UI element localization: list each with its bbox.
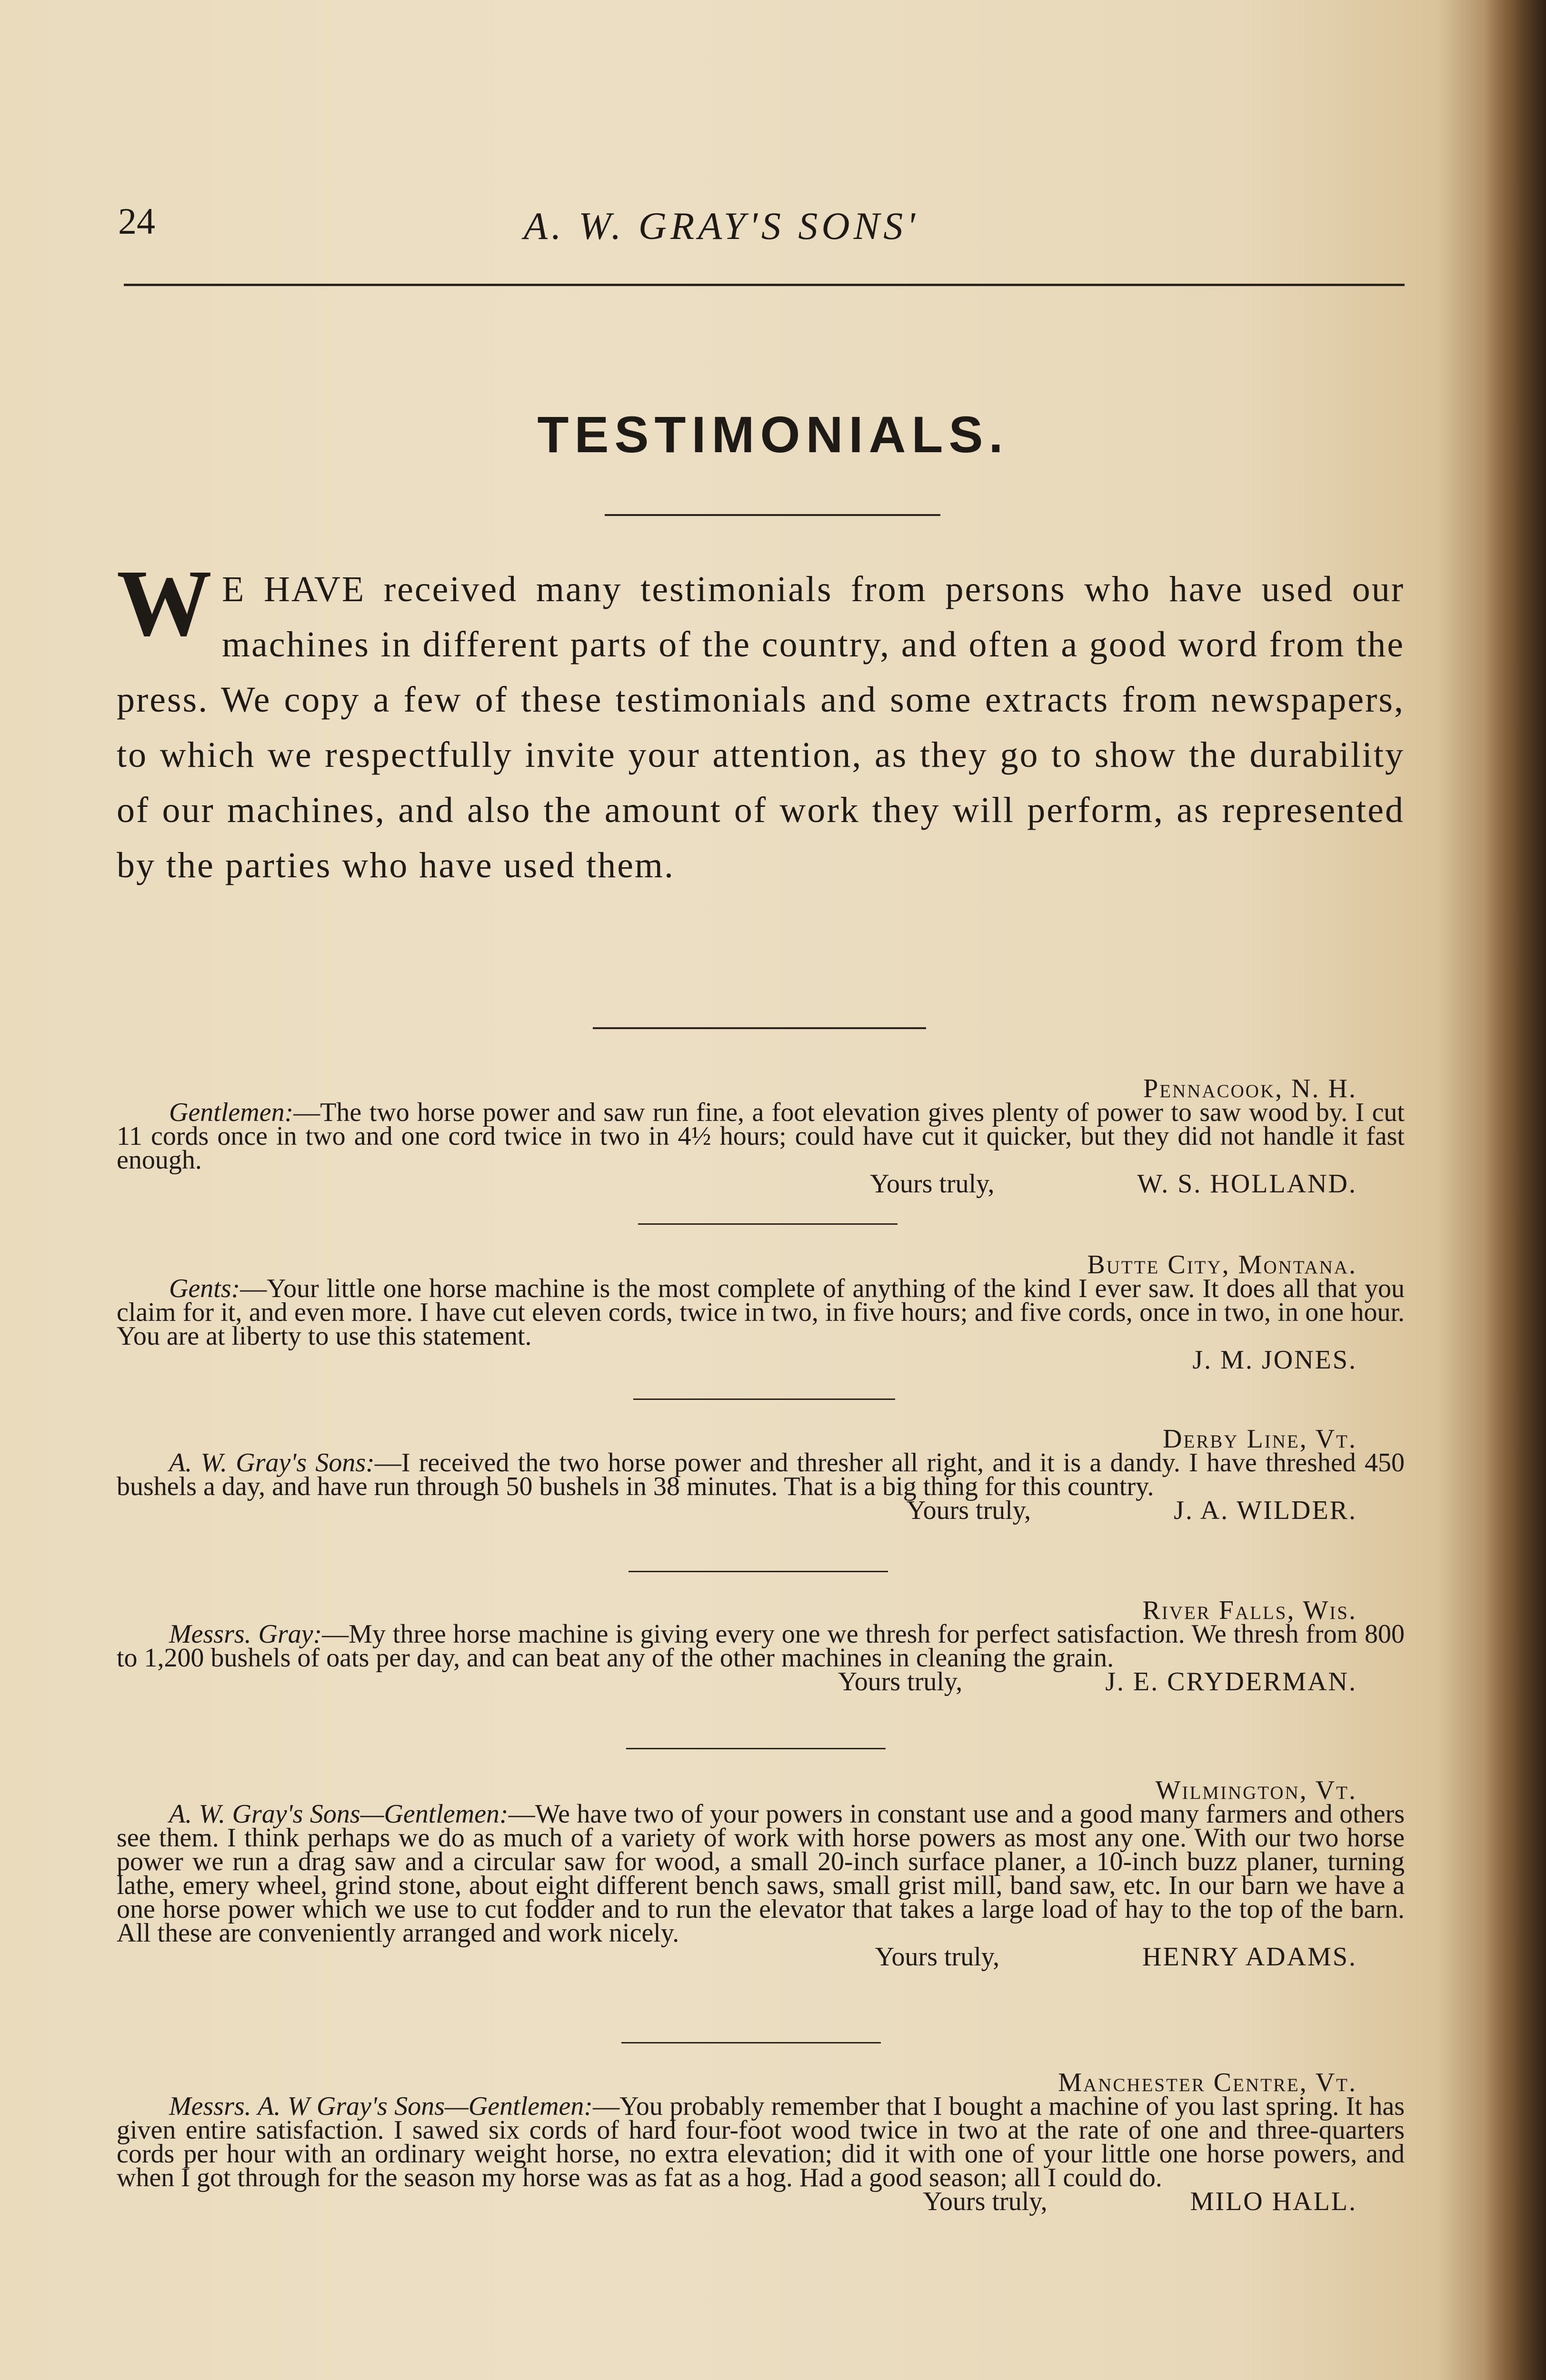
drop-cap: W	[117, 551, 213, 656]
testimonial-body	[117, 1098, 1405, 1175]
testimonial-closing-line	[117, 1169, 1405, 1199]
intro-text: E HAVE received many testimonials from persons who have used our machines in different parts of the country, and often a good word from the press. We copy a few of these testimonials and some extracts from newspapers, to which we respectfully invite your attention, as they go to show the durability of our machines, and also the amount of work they will perform, as represented by the parties who have used them.	[117, 569, 1405, 885]
testimonial-salutation: A. W. Gray's Sons:	[169, 1448, 375, 1478]
testimonial-text: —I received the two horse power and thresher all right, and it is a dandy. I have threshed 450 bushels a day, and have run through 50 bushels in 38 minutes. That is a big thing for this country.	[117, 1448, 1405, 1501]
testimonial-closing: Yours truly,	[906, 1496, 1031, 1525]
testimonial-salutation: Gentlemen:	[169, 1098, 294, 1127]
testimonial-text: —We have two of your powers in constant use and a good many farmers and others see them. I think perhaps we do as much of a variety of work with horse powers as most any one. With our two horse power we run a drag saw and a circular saw for wood, a small 20-inch surface planer, a 10-inch buzz planer, turning lathe, emery wheel, grind stone, about eight different bench saws, small grist mill, band saw, etc. In our barn we have a one horse power which we use to cut fodder and to run the elevator that takes a large load of hay to the top of the barn. All these are conveniently arranged and work nicely.	[117, 1799, 1405, 1948]
testimonial-5	[117, 1775, 1405, 1972]
header-rule	[124, 284, 1405, 286]
testimonial-closing-line	[117, 1345, 1405, 1375]
testimonial-text: —You probably remember that I bought a machine of you last spring. It has given entire satisfaction. I sawed six cords of hard four-foot wood twice in two at the rate of one and three-quarters cords per hour with an ordinary weight horse, no extra elevation; did it with one of your little one horse powers, and when I got through for the season my horse was as fat as a hog. Had a good season; all I could do.	[117, 2092, 1405, 2192]
separator-rule	[628, 1571, 888, 1572]
testimonial-text: —The two horse power and saw run fine, a foot elevation gives plenty of power to saw wood by. I cut 11 cords once in two and one cord twice in two in 4½ hours; could have cut it quicker, but they did not handle it fast enough.	[117, 1098, 1405, 1175]
separator-rule	[633, 1398, 895, 1400]
separator-rule	[626, 1748, 886, 1749]
testimonial-salutation: A. W. Gray's Sons—Gentlemen:	[169, 1799, 509, 1829]
book-spine-shadow	[1484, 0, 1546, 2380]
page-title: TESTIMONIALS.	[537, 406, 1009, 463]
testimonial-closing-line	[117, 1496, 1405, 1525]
section-rule	[593, 1027, 926, 1029]
running-title: A. W. GRAY'S SONS'	[524, 204, 919, 248]
testimonial-place: Wilmington, Vt.	[1155, 1775, 1357, 1805]
testimonial-signature: J. E. CRYDERMAN.	[1105, 1667, 1357, 1696]
testimonial-body	[117, 2094, 1405, 2190]
testimonial-closing: Yours truly,	[870, 1169, 995, 1199]
testimonial-closing: Yours truly,	[838, 1667, 963, 1696]
testimonial-place: Butte City, Montana.	[1087, 1250, 1357, 1279]
testimonial-text: —My three horse machine is giving every one we thresh for perfect satisfaction. We thresh from 800 to 1,200 bushels of oats per day, and can beat any of the other machines in cleaning the grain.	[117, 1619, 1405, 1673]
testimonial-closing-line	[117, 2187, 1405, 2216]
title-rule	[605, 514, 940, 516]
testimonial-2	[117, 1250, 1405, 1375]
testimonial-body	[117, 1799, 1405, 1948]
testimonial-place: Manchester Centre, Vt.	[1058, 2068, 1357, 2097]
testimonial-text: —Your little one horse machine is the most complete of anything of the kind I ever saw. It does all that you claim for it, and even more. I have cut eleven cords, twice in two, in five hours; and five cords, once in two, in one hour. You are at liberty to use this statement.	[117, 1274, 1405, 1351]
testimonial-closing-line	[117, 1942, 1405, 1972]
testimonial-4	[117, 1598, 1405, 1694]
testimonial-place: River Falls, Wis.	[1142, 1596, 1357, 1625]
testimonial-body	[117, 1448, 1405, 1501]
testimonial-closing: Yours truly,	[923, 2187, 1047, 2216]
testimonial-place: Pennacook, N. H.	[1143, 1074, 1357, 1103]
testimonial-signature: HENRY ADAMS.	[1142, 1942, 1357, 1972]
testimonial-6	[117, 2068, 1405, 2216]
testimonial-body	[117, 1274, 1405, 1351]
testimonial-closing-line	[117, 1667, 1405, 1696]
separator-rule	[638, 1223, 898, 1225]
testimonial-place: Derby Line, Vt.	[1163, 1424, 1357, 1454]
testimonial-signature: MILO HALL.	[1190, 2187, 1357, 2216]
testimonial-3	[117, 1424, 1405, 1525]
testimonial-signature: W. S. HOLLAND.	[1137, 1169, 1357, 1199]
testimonial-signature: J. M. JONES.	[1192, 1345, 1357, 1375]
testimonial-salutation: Messrs. Gray:	[169, 1619, 322, 1649]
testimonial-signature: J. A. WILDER.	[1174, 1496, 1357, 1525]
intro-paragraph	[117, 551, 1405, 893]
testimonial-salutation: Gents:	[169, 1274, 240, 1303]
testimonial-body	[117, 1619, 1405, 1673]
separator-rule	[621, 2042, 881, 2043]
testimonial-closing: Yours truly,	[875, 1942, 1000, 1972]
testimonial-1	[117, 1074, 1405, 1199]
testimonial-salutation: Messrs. A. W Gray's Sons—Gentlemen:	[169, 2092, 593, 2121]
page-number: 24	[118, 200, 155, 242]
